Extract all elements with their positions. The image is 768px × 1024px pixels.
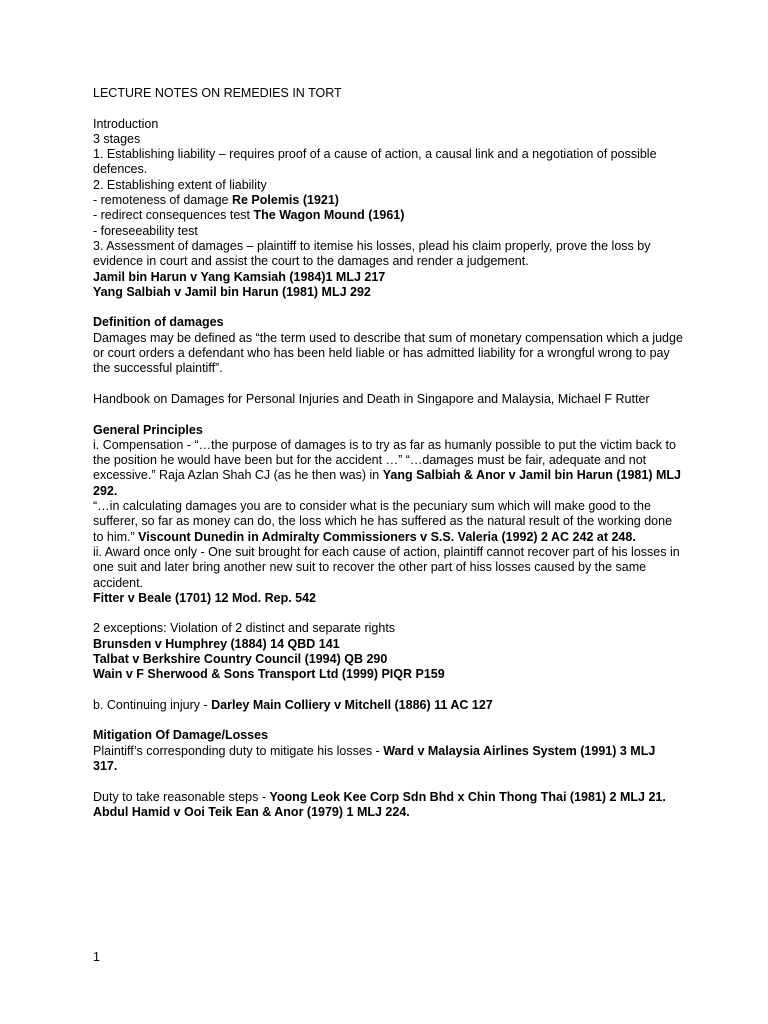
continuing-case: Darley Main Colliery v Mitchell (1886) 11 AC 127	[211, 697, 493, 712]
remoteness-text: - remoteness of damage	[93, 193, 232, 208]
remoteness-case: Re Polemis (1921)	[231, 193, 339, 208]
stages-label: 3 stages	[93, 131, 141, 146]
duty-case: Yoong Leok Kee Corp Sdn Bhd x Chin Thong Thai (1981) 2 MLJ 21.	[269, 789, 666, 804]
redirect-text: - redirect consequences test	[93, 208, 254, 223]
case-citation: Talbat v Berkshire Country Council (1994) QB 290	[93, 651, 388, 666]
definition-heading: Definition of damages	[93, 315, 224, 330]
calculation-case: Viscount Dunedin in Admiralty Commissioners v S.S. Valeria (1992) 2 AC 242 at 248.	[138, 529, 636, 544]
duty-paragraph: Duty to take reasonable steps - Yoong Leok Kee Corp Sdn Bhd x Chin Thong Thai (1981) 2 MLJ 21.	[93, 789, 666, 804]
introduction-heading: Introduction	[93, 116, 159, 131]
case-citation: Brunsden v Humphrey (1884) 14 QBD 141	[93, 636, 340, 651]
page-number: 1	[93, 950, 100, 964]
case-citation: Fitter v Beale (1701) 12 Mod. Rep. 542	[93, 590, 317, 605]
compensation-paragraph: i. Compensation - “…the purpose of damages is to try as far as humanly possible to put the victim back to the position he would have been but for the accident …” “…damages must be fair, adequate and not excessive.” Raja Azlan Shah CJ (as he then was) in Yang Salbiah & Anor v Jamil bin Harun (1981) MLJ 292.	[93, 437, 681, 498]
document-title: LECTURE NOTES ON REMEDIES IN TORT	[93, 86, 342, 100]
calculation-paragraph: “…in calculating damages you are to consider what is the pecuniary sum which will make good to the sufferer, so far as money can do, the loss which he has suffered as the natural result of the working done to him.” Viscount Dunedin in Admiralty Commissioners v S.S. Valeria (1992) 2 AC 242 at 248.	[93, 499, 673, 544]
continuing-injury-line: b. Continuing injury - Darley Main Colliery v Mitchell (1886) 11 AC 127	[93, 697, 493, 712]
stage-2-text: 2. Establishing extent of liability	[93, 177, 267, 192]
stage-1-text: 1. Establishing liability – requires proof of a cause of action, a causal link and a negotiation of possible defences.	[93, 147, 657, 177]
exceptions-text: 2 exceptions: Violation of 2 distinct and separate rights	[93, 621, 396, 636]
case-citation: Jamil bin Harun v Yang Kamsiah (1984)1 MLJ 217	[93, 269, 386, 284]
case-citation: Wain v F Sherwood & Sons Transport Ltd (1999) PIQR P159	[93, 667, 445, 682]
foreseeability-line: - foreseeability test	[93, 223, 198, 238]
mitigation-paragraph: Plaintiff’s corresponding duty to mitigate his losses - Ward v Malaysia Airlines System (1991) 3 MLJ 317.	[93, 743, 656, 774]
mitigation-heading: Mitigation Of Damage/Losses	[93, 728, 269, 743]
handbook-reference: Handbook on Damages for Personal Injuries and Death in Singapore and Malaysia, Michael F Rutter	[93, 391, 650, 406]
compensation-case: Yang Salbiah & Anor v Jamil bin Harun (1981) MLJ 292.	[93, 468, 681, 498]
case-citation: Abdul Hamid v Ooi Teik Ean & Anor (1979) 1 MLJ 224.	[93, 804, 410, 819]
remoteness-line	[93, 193, 683, 208]
document-body	[93, 86, 683, 820]
redirect-case: The Wagon Mound (1961)	[253, 208, 405, 223]
award-paragraph: ii. Award once only - One suit brought for each cause of action, plaintiff cannot recover part of his losses in one suit and later bring another new suit to recover the other part of hiss losses caused by the same accident.	[93, 544, 680, 590]
definition-text: Damages may be defined as “the term used to describe that sum of monetary compensation which a judge or court orders a defendant who has been held liable or has admitted liability for a wrongful wrong to pay the successful plaintiff”.	[93, 330, 683, 376]
case-citation: Yang Salbiah v Jamil bin Harun (1981) MLJ 292	[93, 284, 371, 299]
redirect-line	[93, 208, 683, 223]
mitigation-case: Ward v Malaysia Airlines System (1991) 3 MLJ 317.	[93, 743, 656, 774]
stage-3-text: 3. Assessment of damages – plaintiff to itemise his losses, plead his claim properly, prove the loss by evidence in court and assist the court to the damages and render a judgement.	[93, 238, 651, 269]
general-principles-heading: General Principles	[93, 422, 203, 437]
